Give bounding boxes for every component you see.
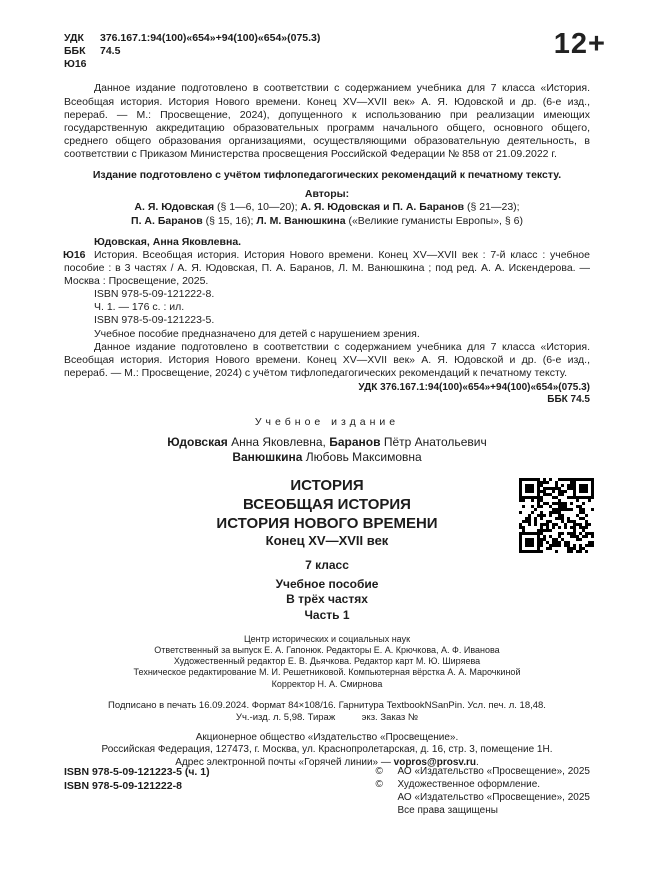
title-line: ВСЕОБЩАЯ ИСТОРИЯ xyxy=(243,495,411,513)
book-code: Ю16 xyxy=(64,58,87,71)
udk-value: 376.167.1:94(100)«654»+94(100)«654»(075.3) xyxy=(100,32,321,44)
credit-line-center: Центр исторических и социальных наук xyxy=(243,633,411,644)
bbk-line xyxy=(64,45,590,58)
biblio-second-paragraph: Данное издание подготовлено в соответствии с содержанием учебника для 7 класса «История. Всеобщая история. История Нового времени. Конец XV—XVII век» А. Я. Юдовской и др. (6-е изд., перераб. — М.: Просвещение, 2024) с учётом тифлопедагогических рекомендаций к печатному тексту. xyxy=(64,340,590,379)
tiflo-note: Издание подготовлено с учётом тифлопедагогических рекомендаций к печатному тексту. xyxy=(92,169,562,182)
copyright-symbol: © xyxy=(375,779,383,790)
publisher-name-line: Акционерное общество «Издательство «Просвещение». xyxy=(195,731,459,743)
footer-isbn-part: ISBN 978-5-09-121223-5 (ч. 1) xyxy=(64,766,210,778)
udk-right-line: УДК 376.167.1:94(100)«654»+94(100)«654»(075.3) xyxy=(358,382,590,393)
bbk-value: 74.5 xyxy=(100,45,121,58)
title-period-line: Конец XV—XVII век xyxy=(265,533,389,549)
copyright-text: Все права защищены xyxy=(397,805,498,816)
subtitle-line-part-number: Часть 1 xyxy=(304,608,350,623)
copyright-line xyxy=(375,765,590,778)
qr-code xyxy=(519,478,594,553)
udk-label: УДК xyxy=(64,32,84,44)
copyright-line xyxy=(375,804,590,817)
authors-heading: Авторы: xyxy=(304,188,350,201)
credit-line-technical: Техническое редактирование М. И. Решетниковой. Компьютерная вёрстка А. А. Марочкиной xyxy=(133,667,521,678)
title-line: ИСТОРИЯ НОВОГО ВРЕМЕНИ xyxy=(216,514,438,532)
credit-line-corrector: Корректор Н. А. Смирнова xyxy=(271,678,383,689)
bbk-right-line: ББК 74.5 xyxy=(547,394,590,405)
title-line: ИСТОРИЯ xyxy=(290,477,364,495)
biblio-isbn-part: ISBN 978-5-09-121223-5. xyxy=(94,314,215,327)
copyright-text: АО «Издательство «Просвещение», 2025 xyxy=(397,792,590,803)
subtitle-line-grade: 7 класс xyxy=(305,558,349,573)
authors-line-2: П. А. Баранов (§ 15, 16); Л. М. Ванюшкина («Великие гуманисты Европы», § 6) xyxy=(131,214,523,227)
vision-note: Учебное пособие предназначено для детей с нарушением зрения. xyxy=(94,327,420,340)
credit-line-art: Художественный редактор Е. В. Дьячкова. Редактор карт М. Ю. Ширяева xyxy=(173,656,481,667)
biblio-author: Юдовская, Анна Яковлевна. xyxy=(94,235,242,248)
authors-line-1: А. Я. Юдовская (§ 1—6, 10—20); А. Я. Юдовская и П. А. Баранов (§ 21—23); xyxy=(134,201,520,214)
biblio-record-text: История. Всеобщая история. История Нового времени. Конец XV—XVII век : 7-й класс : учебное пособие : в 3 частях / А. Я. Юдовская, П. А. Баранов, Л. М. Ванюшкина ; под ред. А. А. Искендерова. — Москва : Просвещение, 2025. xyxy=(64,248,590,287)
print-info-line-2: Уч.-изд. л. 5,98. Тираж экз. Заказ № xyxy=(235,711,419,723)
publisher-block xyxy=(64,732,590,770)
edition-conformity-paragraph: Данное издание подготовлено в соответствии с содержанием учебника для 7 класса «История. Всеобщая история. История Нового времени. Конец XV—XVII век» А. Я. Юдовской и др. (6-е изд., перераб. — М.: Просвещение, 2024), допущенного к использованию при реализации имеющих государственную аккредитацию образовательных программ начального общего, основного общего, среднего общего образования организациями, осуществляющими образовательную деятельность, в соответствии с Приказом Министерства просвещения Российской Федерации № 858 от 21.09.2022 г. xyxy=(64,82,590,160)
age-rating-badge: 12+ xyxy=(553,28,606,60)
author-names-line-2: Ванюшкина Любовь Максимовна xyxy=(232,450,422,465)
edition-type-line: Учебное издание xyxy=(254,416,400,428)
copyright-line xyxy=(375,778,590,791)
margin-book-code: Ю16 xyxy=(63,248,86,261)
print-info-line-1: Подписано в печать 16.09.2024. Формат 84×108/16. Гарнитура TextbookNSanPin. Усл. печ. л. 18,48. xyxy=(108,699,546,711)
print-info-block xyxy=(64,700,590,724)
classification-block xyxy=(64,32,590,71)
footer-block xyxy=(64,765,590,817)
subtitle-line-type: Учебное пособие xyxy=(275,576,379,591)
author-names-line-1: Юдовская Анна Яковлевна, Баранов Пётр Анатольевич xyxy=(167,435,487,450)
biblio-part-line: Ч. 1. — 176 с. : ил. xyxy=(94,301,185,314)
credit-line-editors: Ответственный за выпуск Е. А. Гапонюк. Редакторы Е. А. Крючкова, А. Ф. Иванова xyxy=(154,644,500,655)
publisher-email-line: Адрес электронной почты «Горячей линии» — vopros@prosv.ru. xyxy=(175,756,479,768)
book-code-line xyxy=(64,58,590,71)
udk-line xyxy=(64,32,590,45)
book-title-block xyxy=(64,477,590,550)
footer-isbn-main: ISBN 978-5-09-121222-8 xyxy=(64,780,182,793)
copyright-symbol xyxy=(375,804,397,817)
subtitle-block xyxy=(64,558,590,623)
footer-copyright-block xyxy=(375,765,590,817)
bbk-label: ББК xyxy=(64,45,86,58)
biblio-isbn-main: ISBN 978-5-09-121222-8. xyxy=(94,288,215,301)
copyright-symbol: © xyxy=(375,766,383,777)
copyright-text: Художественное оформление. xyxy=(397,779,541,790)
footer-isbn-block xyxy=(64,765,210,793)
copyright-text: АО «Издательство «Просвещение», 2025 xyxy=(397,766,590,777)
bibliographic-record xyxy=(64,236,590,406)
subtitle-line-parts: В трёх частях xyxy=(286,592,368,607)
editorial-credits xyxy=(64,634,590,690)
publisher-address-line: Российская Федерация, 127473, г. Москва, ул. Краснопролетарская, д. 16, стр. 3, помещение 1Н. xyxy=(101,744,553,756)
copyright-symbol xyxy=(375,791,397,804)
copyright-line xyxy=(375,791,590,804)
